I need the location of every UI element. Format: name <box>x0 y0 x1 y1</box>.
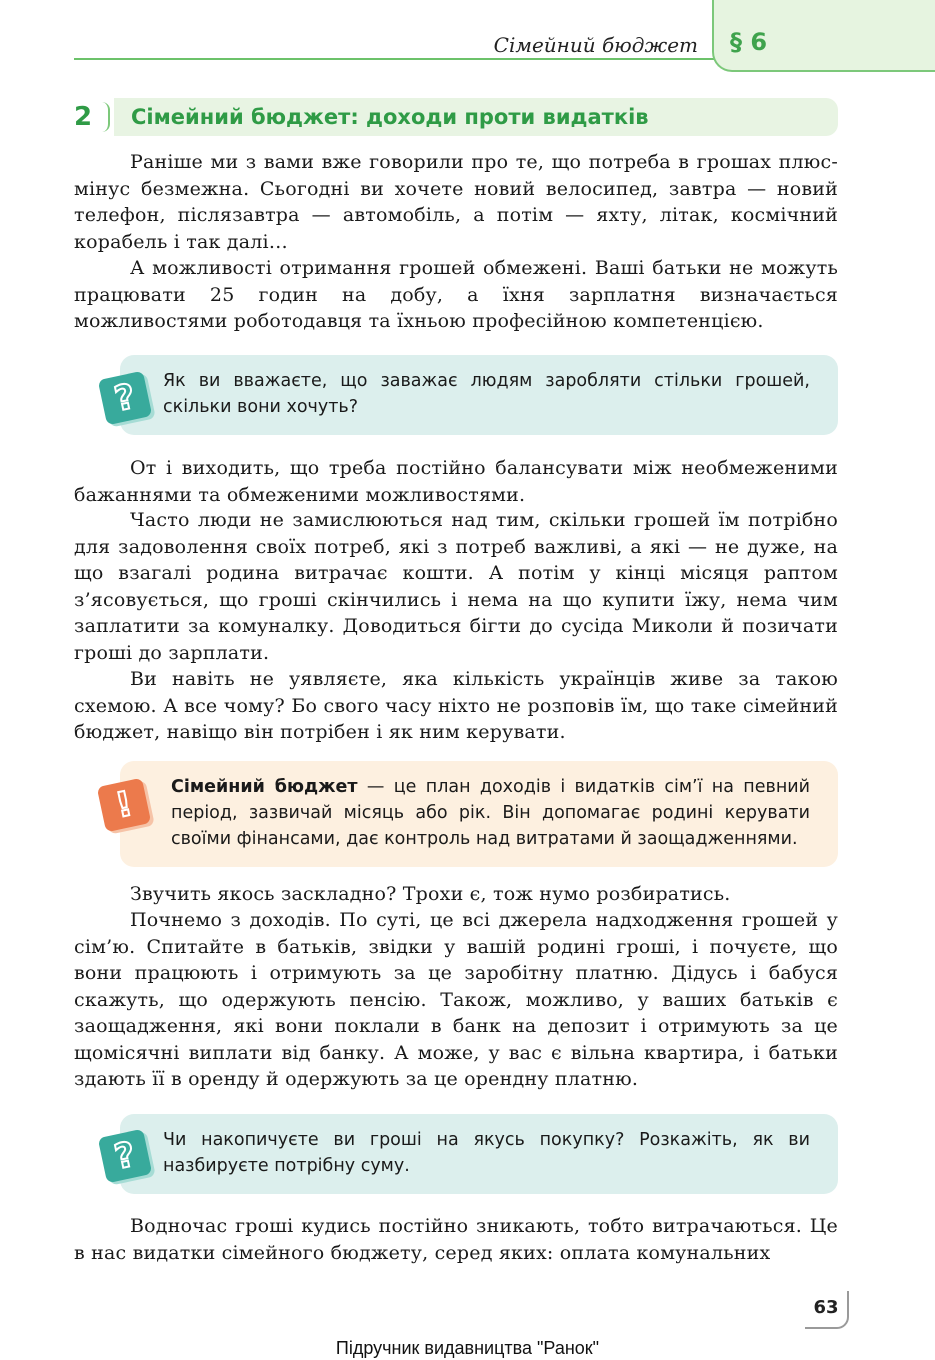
page-number: 63 <box>805 1291 849 1329</box>
paragraph: Часто люди не замислюються над тим, скільки грошей їм потрібно для задоволення своїх потреб, які з потреб важливі, а які — не дуже, на що взагалі родина витрачає кошти. А потім у кінці місяця раптом з’ясовується, що гроші скінчились і нема на що купити їжу, нема чим заплатити за комуналку. Доводиться бігти до сусіда Миколи й позичати гроші до зарплати. <box>74 509 838 664</box>
question-icon: ? <box>98 371 153 426</box>
publisher-footer: Підручник видавництва "Ранок" <box>335 1338 600 1358</box>
definition-box <box>120 761 838 867</box>
paragraph: Почнемо з доходів. По суті, це всі джерела надходження грошей у сім’ю. Спитайте в батьків, звідки у вашій родині гроші, і почуєте, що вони працюють і отримують за це заробітну платню. Дідусь і бабуся скажуть, що одержують пенсію. Також, можливо, у ваших батьків є заощадження, які вони поклали в банк на депозит і отримують за це щомісячні виплати від банку. А може, у вас є вільна квартира, і батьки здають її в оренду й одержують за це орендну платню. <box>74 909 838 1090</box>
question-text: Як ви вважаєте, що заважає людям заробляти стільки грошей, скільки вони хочуть? <box>163 371 810 417</box>
paragraph: От і виходить, що треба постійно балансувати між необмеженими бажаннями та обмеженими можливостями. <box>74 457 838 506</box>
paragraph: Водночас гроші кудись постійно зникають, тобто витрачаються. Це в нас видатки сімейного бюджету, серед яких: оплата комунальних <box>74 1215 838 1264</box>
question-box <box>120 1114 838 1194</box>
section-heading <box>74 98 838 136</box>
paragraph: Ви навіть не уявляєте, яка кількість українців живе за такою схемою. А все чому? Бо свого часу ніхто не розповів їм, що таке сімейний бюджет, навіщо він потрібен і як ним керувати. <box>74 668 838 743</box>
paragraph: Раніше ми з вами вже говорили про те, що потреба в грошах плюс-мінус безмежна. Сьогодні ви хочете новий велосипед, завтра — новий телефон, післязавтра — автомобіль, а потім — яхту, літак, космічний корабель і так далі… <box>74 151 838 253</box>
exclamation-icon: ! <box>97 778 152 833</box>
definition-term: Сімейний бюджет <box>171 777 358 797</box>
running-title: Сімейний бюджет <box>493 33 698 57</box>
paragraph: Звучить якось заскладно? Трохи є, тож нумо розбиратись. <box>130 883 731 905</box>
question-icon: ? <box>98 1129 153 1184</box>
section-number-bracket <box>102 102 110 132</box>
question-box <box>120 355 838 435</box>
page-header <box>0 0 935 80</box>
definition-text: Сімейний бюджет — це план доходів і видатків сім’ї на певний період, зазвичай місяць або рік. Він допомагає родині керувати своїми фінансами, дає контроль над витратами й заощадженнями. <box>171 777 811 849</box>
question-text: Чи накопичуєте ви гроші на якусь покупку? Розкажіть, як ви назбируєте потрібну суму. <box>163 1130 810 1176</box>
header-rule <box>74 58 714 60</box>
section-number: 2 <box>74 102 93 132</box>
paragraph: А можливості отримання грошей обмежені. Ваші батьки не можуть працювати 25 годин на добу, а їхня зарплатня визначається можливостями роботодавця та їхньою професійною компетенцією. <box>74 257 838 332</box>
section-marker: § 6 <box>730 28 768 56</box>
section-title: Сімейний бюджет: доходи проти видатків <box>131 105 649 129</box>
